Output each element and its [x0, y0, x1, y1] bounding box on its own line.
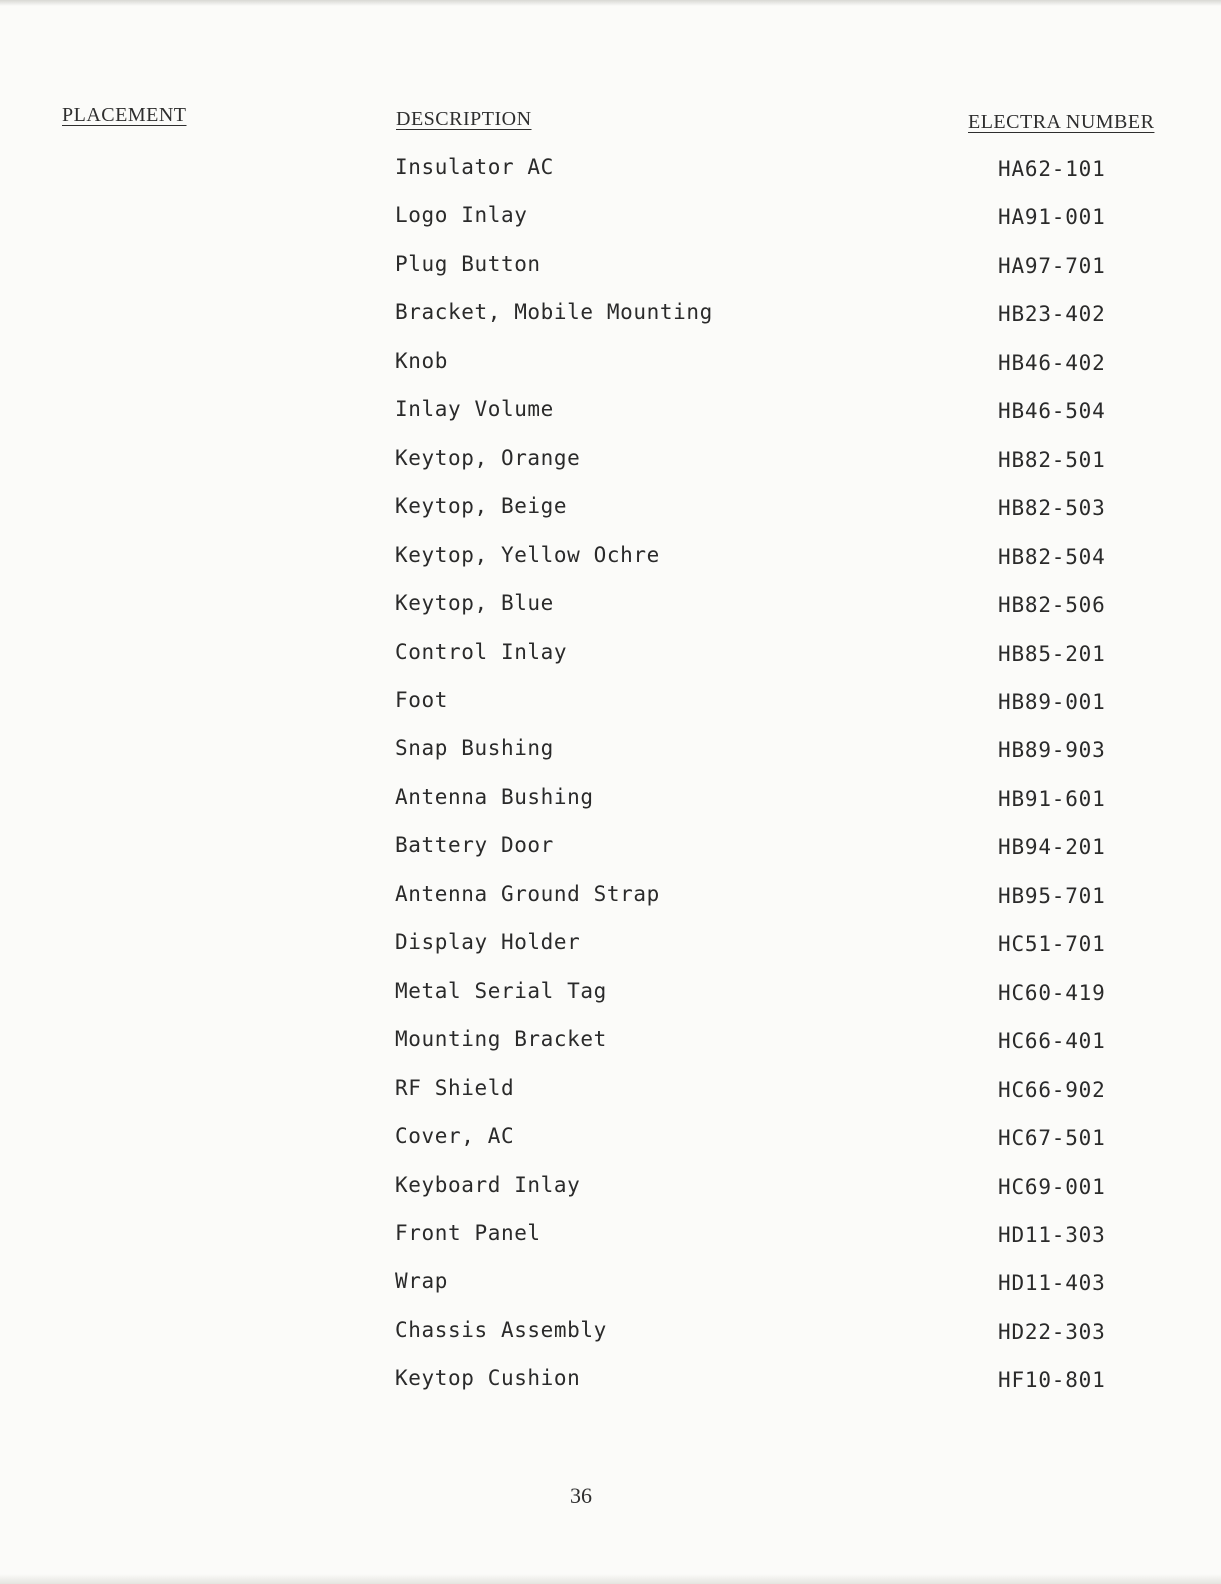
table-row [0, 300, 1221, 340]
electra-number: HB94-201 [998, 835, 1106, 860]
part-description: Mounting Bracket [395, 1027, 607, 1052]
electra-number: HB23-402 [998, 302, 1106, 327]
electra-number: HC67-501 [998, 1126, 1106, 1150]
table-row [0, 979, 1221, 1019]
table-row [0, 1173, 1221, 1213]
table-row [0, 446, 1221, 486]
electra-number: HA91-001 [998, 205, 1106, 230]
table-row [0, 591, 1221, 631]
table-row [0, 397, 1221, 437]
part-description: Inlay Volume [395, 397, 554, 422]
electra-number: HD11-403 [998, 1271, 1106, 1296]
table-row [0, 1366, 1221, 1406]
electra-number: HB95-701 [998, 883, 1106, 908]
part-description: Metal Serial Tag [395, 978, 607, 1003]
part-description: Antenna Ground Strap [395, 881, 660, 906]
part-description: Foot [395, 688, 448, 712]
electra-number: HB82-503 [998, 496, 1106, 521]
table-row [0, 1076, 1221, 1116]
part-description: Keytop, Blue [395, 591, 554, 615]
column-header-electra-number: ELECTRA NUMBER [968, 111, 1155, 133]
part-description: Keytop, Orange [395, 445, 581, 470]
part-description: Keytop, Beige [395, 494, 568, 519]
part-description: Display Holder [395, 930, 581, 955]
part-description: Keyboard Inlay [395, 1172, 581, 1197]
table-row [0, 736, 1221, 776]
part-description: Bracket, Mobile Mounting [395, 300, 713, 325]
electra-number: HA62-101 [998, 157, 1106, 181]
part-description: Cover, AC [395, 1124, 515, 1148]
table-row [0, 1124, 1221, 1164]
table-row [0, 1269, 1221, 1309]
page-bottom-edge [0, 1574, 1221, 1584]
electra-number: HD22-303 [998, 1319, 1106, 1344]
electra-number: HC51-701 [998, 932, 1106, 957]
table-row [0, 203, 1221, 243]
part-description: Keytop Cushion [395, 1366, 581, 1391]
table-row [0, 349, 1221, 389]
table-row [0, 543, 1221, 583]
table-row [0, 1221, 1221, 1261]
electra-number: HC66-902 [998, 1077, 1106, 1102]
table-row [0, 640, 1221, 680]
electra-number: HB91-601 [998, 786, 1106, 811]
electra-number: HB46-504 [998, 399, 1106, 424]
table-row [0, 833, 1221, 873]
part-description: Chassis Assembly [395, 1317, 607, 1342]
table-row [0, 494, 1221, 534]
electra-number: HB85-201 [998, 641, 1106, 666]
part-description: Keytop, Yellow Ochre [395, 542, 660, 567]
column-header-placement: PLACEMENT [62, 104, 187, 126]
electra-number: HC66-401 [998, 1029, 1106, 1054]
part-description: Snap Bushing [395, 736, 554, 761]
part-description: Battery Door [395, 833, 554, 858]
table-row [0, 930, 1221, 970]
electra-number: HC69-001 [998, 1174, 1106, 1199]
electra-number: HB89-001 [998, 690, 1106, 714]
electra-number: HB82-504 [998, 544, 1106, 569]
part-description: Wrap [395, 1269, 448, 1294]
electra-number: HA97-701 [998, 253, 1106, 278]
table-row [0, 882, 1221, 922]
part-description: Antenna Bushing [395, 784, 594, 809]
electra-number: HB82-506 [998, 593, 1106, 617]
table-row [0, 1318, 1221, 1358]
page-number: 36 [570, 1483, 592, 1508]
column-header-description: DESCRIPTION [396, 108, 532, 130]
table-row [0, 155, 1221, 195]
part-description: Logo Inlay [395, 203, 528, 228]
table-row [0, 1027, 1221, 1067]
electra-number: HB89-903 [998, 738, 1106, 763]
electra-number: HD11-303 [998, 1222, 1106, 1247]
electra-number: HF10-801 [998, 1368, 1106, 1393]
part-description: Plug Button [395, 251, 541, 276]
electra-number: HB46-402 [998, 350, 1106, 375]
table-row [0, 785, 1221, 825]
part-description: Insulator AC [395, 155, 554, 179]
table-row [0, 688, 1221, 728]
electra-number: HB82-501 [998, 447, 1106, 472]
part-description: Knob [395, 348, 448, 373]
part-description: Control Inlay [395, 639, 568, 664]
part-description: Front Panel [395, 1220, 541, 1245]
electra-number: HC60-419 [998, 980, 1106, 1005]
table-row [0, 252, 1221, 292]
part-description: RF Shield [395, 1075, 515, 1100]
